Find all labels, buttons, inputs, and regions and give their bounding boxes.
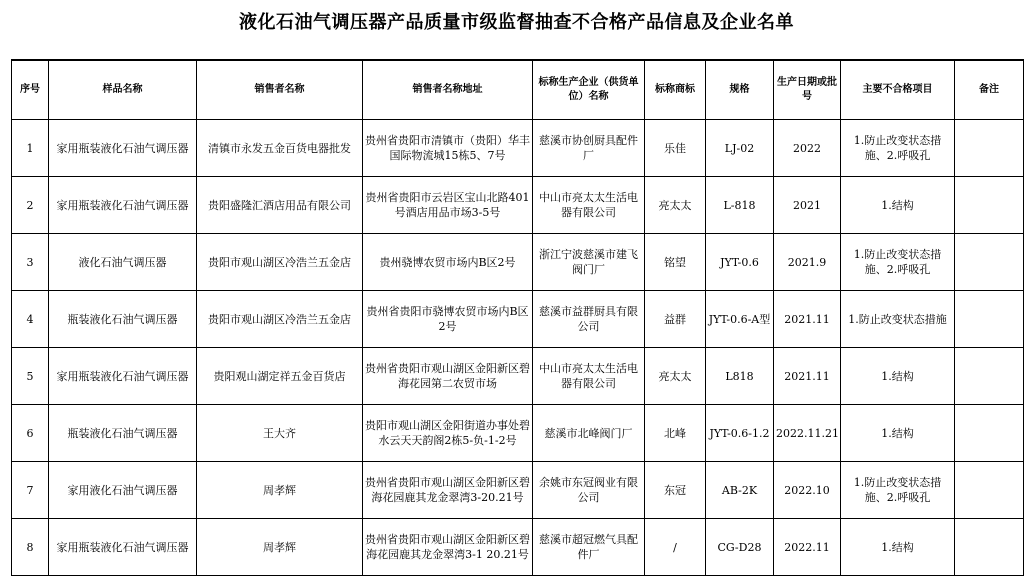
cell-seller-name: 贵阳盛隆汇酒店用品有限公司 [197, 177, 363, 234]
cell-trademark: 北峰 [645, 405, 706, 462]
header-row [12, 60, 1024, 120]
cell-seller-address: 贵州省贵阳市观山湖区金阳新区碧海花园鹿其龙金翠湾3-1 20.21号 [363, 519, 533, 576]
cell-seq: 1 [12, 120, 49, 177]
cell-remarks [955, 177, 1024, 234]
header-manufacturer: 标称生产企业（供货单位）名称 [533, 60, 645, 120]
cell-manufacturer: 余姚市东冠阀业有限公司 [533, 462, 645, 519]
cell-sample-name: 家用瓶装液化石油气调压器 [49, 519, 197, 576]
header-sample-name: 样品名称 [49, 60, 197, 120]
table-row [12, 177, 1024, 234]
cell-seller-address: 贵阳市观山湖区金阳街道办事处碧水云天天韵阁2栋5-负-1-2号 [363, 405, 533, 462]
cell-remarks [955, 405, 1024, 462]
cell-remarks [955, 348, 1024, 405]
cell-spec: JYT-0.6 [706, 234, 774, 291]
cell-trademark: 东冠 [645, 462, 706, 519]
cell-spec: L818 [706, 348, 774, 405]
table-row [12, 291, 1024, 348]
cell-remarks [955, 519, 1024, 576]
cell-nonconformity: 1.防止改变状态措施、2.呼吸孔 [841, 120, 955, 177]
table-row [12, 234, 1024, 291]
cell-sample-name: 液化石油气调压器 [49, 234, 197, 291]
cell-sample-name: 家用瓶装液化石油气调压器 [49, 177, 197, 234]
cell-production-date: 2021 [774, 177, 841, 234]
cell-seller-address: 贵州骁博农贸市场内B区2号 [363, 234, 533, 291]
cell-manufacturer: 慈溪市北峰阀门厂 [533, 405, 645, 462]
cell-production-date: 2022 [774, 120, 841, 177]
cell-manufacturer: 中山市亮太太生活电器有限公司 [533, 348, 645, 405]
cell-remarks [955, 291, 1024, 348]
cell-production-date: 2022.11 [774, 519, 841, 576]
cell-trademark: / [645, 519, 706, 576]
cell-seller-address: 贵州省贵阳市骁博农贸市场内B区2号 [363, 291, 533, 348]
cell-nonconformity: 1.结构 [841, 405, 955, 462]
cell-trademark: 亮太太 [645, 348, 706, 405]
cell-trademark: 亮太太 [645, 177, 706, 234]
header-seq: 序号 [12, 60, 49, 120]
header-production-date: 生产日期或批号 [774, 60, 841, 120]
cell-nonconformity: 1.结构 [841, 519, 955, 576]
cell-seller-address: 贵州省贵阳市观山湖区金阳新区碧海花园第二农贸市场 [363, 348, 533, 405]
cell-sample-name: 瓶装液化石油气调压器 [49, 291, 197, 348]
noncompliant-products-table [11, 59, 1024, 576]
cell-seller-address: 贵州省贵阳市观山湖区金阳新区碧海花园鹿其龙金翠湾3-20.21号 [363, 462, 533, 519]
cell-remarks [955, 462, 1024, 519]
cell-seq: 5 [12, 348, 49, 405]
cell-trademark: 益群 [645, 291, 706, 348]
header-remarks: 备注 [955, 60, 1024, 120]
cell-sample-name: 瓶装液化石油气调压器 [49, 405, 197, 462]
header-seller-name: 销售者名称 [197, 60, 363, 120]
cell-seller-name: 清镇市永发五金百货电器批发 [197, 120, 363, 177]
cell-seq: 4 [12, 291, 49, 348]
header-spec: 规格 [706, 60, 774, 120]
cell-manufacturer: 慈溪市益群厨具有限公司 [533, 291, 645, 348]
cell-production-date: 2021.9 [774, 234, 841, 291]
cell-seq: 6 [12, 405, 49, 462]
header-trademark: 标称商标 [645, 60, 706, 120]
cell-seq: 3 [12, 234, 49, 291]
cell-remarks [955, 120, 1024, 177]
cell-seq: 2 [12, 177, 49, 234]
cell-seq: 8 [12, 519, 49, 576]
cell-manufacturer: 慈溪市超冠燃气具配件厂 [533, 519, 645, 576]
cell-seller-address: 贵州省贵阳市云岩区宝山北路401号酒店用品市场3-5号 [363, 177, 533, 234]
cell-spec: JYT-0.6-A型 [706, 291, 774, 348]
cell-nonconformity: 1.防止改变状态措施、2.呼吸孔 [841, 234, 955, 291]
cell-seller-name: 周孝辉 [197, 519, 363, 576]
cell-sample-name: 家用瓶装液化石油气调压器 [49, 120, 197, 177]
cell-production-date: 2022.11.21 [774, 405, 841, 462]
cell-manufacturer: 中山市亮太太生活电器有限公司 [533, 177, 645, 234]
table-row [12, 519, 1024, 576]
cell-spec: LJ-02 [706, 120, 774, 177]
document-title: 液化石油气调压器产品质量市级监督抽查不合格产品信息及企业名单 [239, 12, 794, 33]
cell-seller-name: 贵阳市观山湖区冷浩兰五金店 [197, 234, 363, 291]
cell-production-date: 2022.10 [774, 462, 841, 519]
table-row [12, 462, 1024, 519]
header-nonconformity: 主要不合格项目 [841, 60, 955, 120]
cell-spec: AB-2K [706, 462, 774, 519]
cell-trademark: 乐佳 [645, 120, 706, 177]
cell-seller-name: 贵阳观山湖定祥五金百货店 [197, 348, 363, 405]
cell-nonconformity: 1.结构 [841, 177, 955, 234]
cell-sample-name: 家用瓶装液化石油气调压器 [49, 348, 197, 405]
cell-seq: 7 [12, 462, 49, 519]
cell-spec: CG-D28 [706, 519, 774, 576]
cell-sample-name: 家用液化石油气调压器 [49, 462, 197, 519]
table-row [12, 405, 1024, 462]
cell-nonconformity: 1.结构 [841, 348, 955, 405]
cell-manufacturer: 慈溪市协创厨具配件厂 [533, 120, 645, 177]
cell-nonconformity: 1.防止改变状态措施、2.呼吸孔 [841, 462, 955, 519]
table-row [12, 348, 1024, 405]
cell-seller-address: 贵州省贵阳市清镇市（贵阳）华丰国际物流城15栋5、7号 [363, 120, 533, 177]
header-seller-address: 销售者名称地址 [363, 60, 533, 120]
cell-nonconformity: 1.防止改变状态措施 [841, 291, 955, 348]
cell-production-date: 2021.11 [774, 348, 841, 405]
table-row [12, 120, 1024, 177]
cell-production-date: 2021.11 [774, 291, 841, 348]
cell-trademark: 铭望 [645, 234, 706, 291]
cell-seller-name: 贵阳市观山湖区冷浩兰五金店 [197, 291, 363, 348]
cell-seller-name: 周孝辉 [197, 462, 363, 519]
cell-seller-name: 王大齐 [197, 405, 363, 462]
cell-manufacturer: 浙江宁波慈溪市建飞阀门厂 [533, 234, 645, 291]
cell-remarks [955, 234, 1024, 291]
cell-spec: JYT-0.6-1.2 [706, 405, 774, 462]
cell-spec: L-818 [706, 177, 774, 234]
